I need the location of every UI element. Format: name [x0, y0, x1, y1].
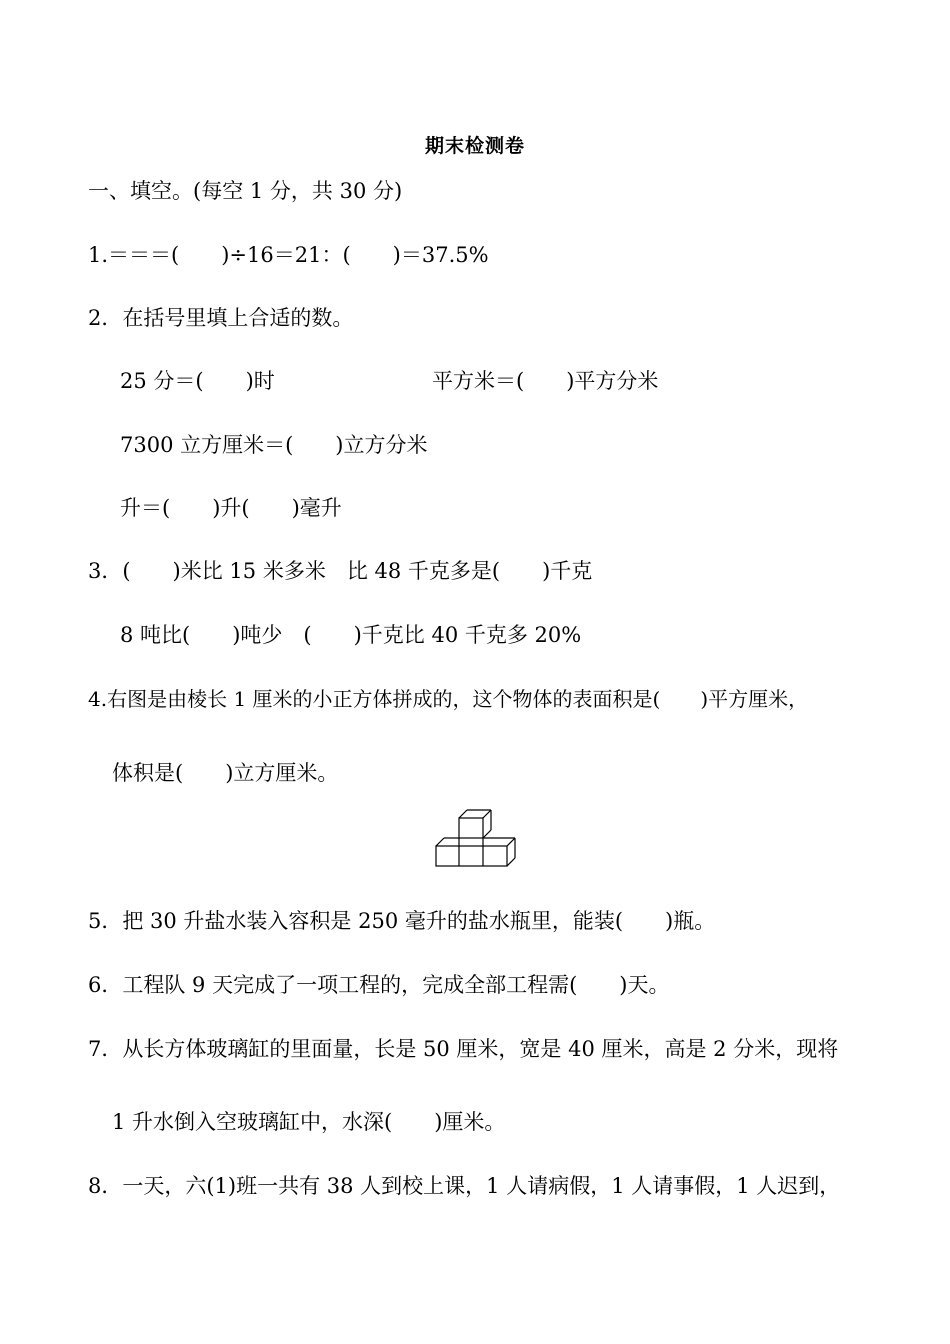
cube-figure — [434, 806, 518, 868]
question-2d: 升＝( )升( )毫升 — [120, 496, 342, 520]
question-7-line-2: 1 升水倒入空玻璃缸中，水深( )厘米。 — [112, 1110, 506, 1134]
question-5: 5．把 30 升盐水装入容积是 250 毫升的盐水瓶里，能装( )瓶。 — [88, 909, 716, 933]
question-4-line-2: 体积是( )立方厘米。 — [112, 761, 339, 785]
question-7-line-1: 7．从长方体玻璃缸的里面量，长是 50 厘米，宽是 40 厘米，高是 2 分米，现将 — [88, 1037, 839, 1061]
question-6: 6．工程队 9 天完成了一项工程的，完成全部工程需( )天。 — [88, 973, 670, 997]
question-2a: 25 分＝( )时 — [120, 369, 275, 393]
question-2b: 平方米＝( )平方分米 — [432, 369, 659, 393]
page-title: 期末检测卷 — [424, 135, 525, 157]
question-2c: 7300 立方厘米＝( )立方分米 — [120, 433, 428, 457]
section-heading: 一、填空。(每空 1 分，共 30 分) — [88, 179, 403, 203]
question-8: 8．一天，六(1)班一共有 38 人到校上课，1 人请病假，1 人请事假，1 人迟到， — [88, 1174, 841, 1198]
question-1: 1.＝＝＝( )÷16＝21：( )＝37.5% — [88, 243, 489, 267]
question-3-line-2: 8 吨比( )吨少 ( )千克比 40 千克多 20% — [120, 623, 582, 647]
question-3-line-1: 3．( )米比 15 米多米 比 48 千克多是( )千克 — [88, 559, 593, 583]
question-2: 2．在括号里填上合适的数。 — [88, 306, 354, 330]
question-4-line-1: 4.右图是由棱长 1 厘米的小正方体拼成的，这个物体的表面积是( )平方厘米， — [88, 687, 809, 711]
